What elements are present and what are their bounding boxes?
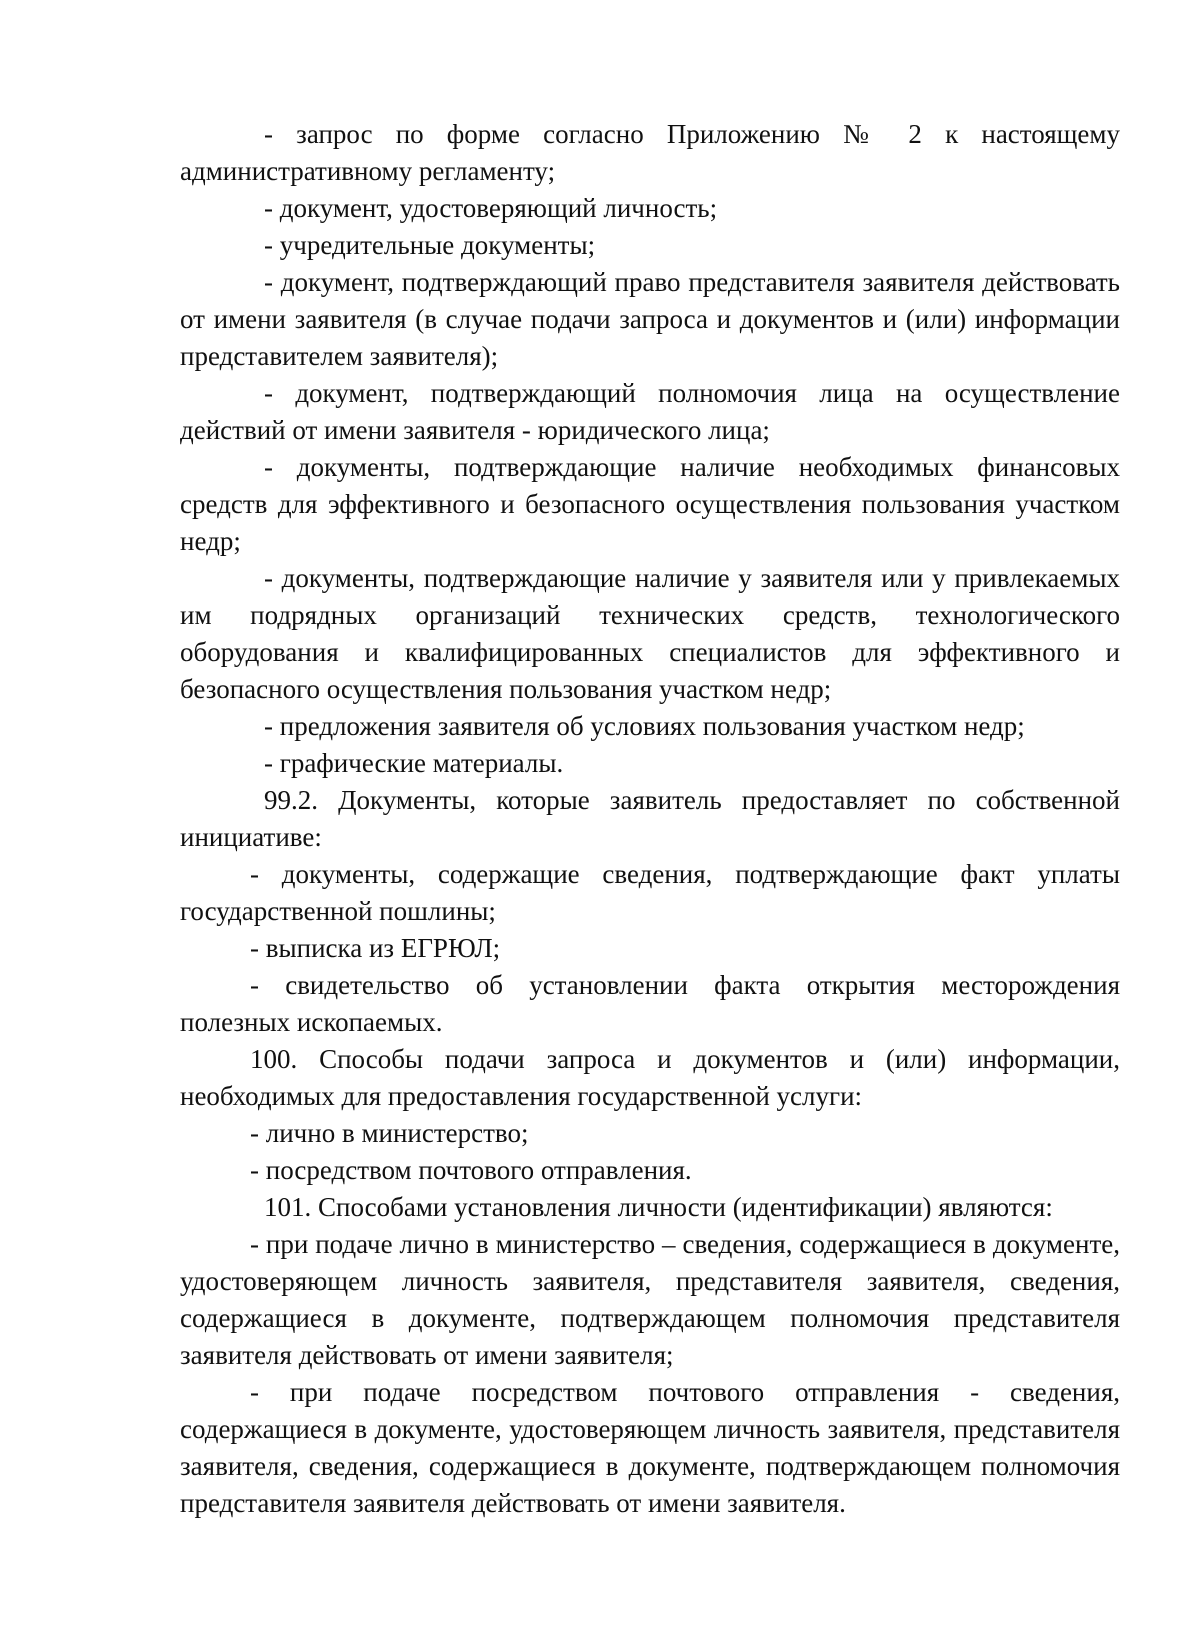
paragraph-state-duty: - документы, содержащие сведения, подтверждающие факт уплаты государственной пошлины; <box>180 859 1120 926</box>
paragraph-identification-in-person: - при подаче лично в министерство – сведения, содержащиеся в документе, удостоверяющем личность заявителя, представителя заявителя, сведения, содержащиеся в документе, подтверждающем полномочия представителя заявителя действовать от имени заявителя; <box>180 1229 1120 1370</box>
paragraph-section-99-2: 99.2. Документы, которые заявитель предоставляет по собственной инициативе: <box>180 785 1120 852</box>
paragraph-request-form: - запрос по форме согласно Приложению № 2 к настоящему административному регламенту; <box>180 119 1120 186</box>
paragraph-in-person: - лично в министерство; <box>250 1118 529 1148</box>
paragraph-identification-by-post: - при подаче посредством почтового отправления - сведения, содержащиеся в документе, удостоверяющем личность заявителя, представителя заявителя, сведения, содержащиеся в документе, подтверждающем полномочия представителя заявителя действовать от имени заявителя. <box>180 1377 1120 1518</box>
paragraph-representative-right: - документ, подтверждающий право представителя заявителя действовать от имени заявителя (в случае подачи запроса и документов и (или) информации представителем заявителя); <box>180 267 1120 371</box>
paragraph-technical-means: - документы, подтверждающие наличие у заявителя или у привлекаемых им подрядных организаций технических средств, технологического оборудования и квалифицированных специалистов для эффективного и безопасного осуществления пользования участком недр; <box>180 563 1120 704</box>
paragraph-identity-document: - документ, удостоверяющий личность; <box>264 193 718 223</box>
paragraph-egrul-extract: - выписка из ЕГРЮЛ; <box>250 933 501 963</box>
paragraph-section-101: 101. Способами установления личности (идентификации) являются: <box>264 1192 1053 1222</box>
document-body <box>180 116 1120 1522</box>
paragraph-founding-documents: - учредительные документы; <box>264 230 596 260</box>
paragraph-financial-means: - документы, подтверждающие наличие необходимых финансовых средств для эффективного и безопасного осуществления пользования участком недр; <box>180 452 1120 556</box>
paragraph-deposit-certificate: - свидетельство об установлении факта открытия месторождения полезных ископаемых. <box>180 970 1120 1037</box>
paragraph-by-post: - посредством почтового отправления. <box>250 1155 692 1185</box>
paragraph-section-100: 100. Способы подачи запроса и документов и (или) информации, необходимых для предоставления государственной услуги: <box>180 1044 1120 1111</box>
paragraph-authority-legal-entity: - документ, подтверждающий полномочия лица на осуществление действий от имени заявителя - юридического лица; <box>180 378 1120 445</box>
paragraph-applicant-proposals: - предложения заявителя об условиях пользования участком недр; <box>264 711 1025 741</box>
paragraph-graphic-materials: - графические материалы. <box>264 748 564 778</box>
